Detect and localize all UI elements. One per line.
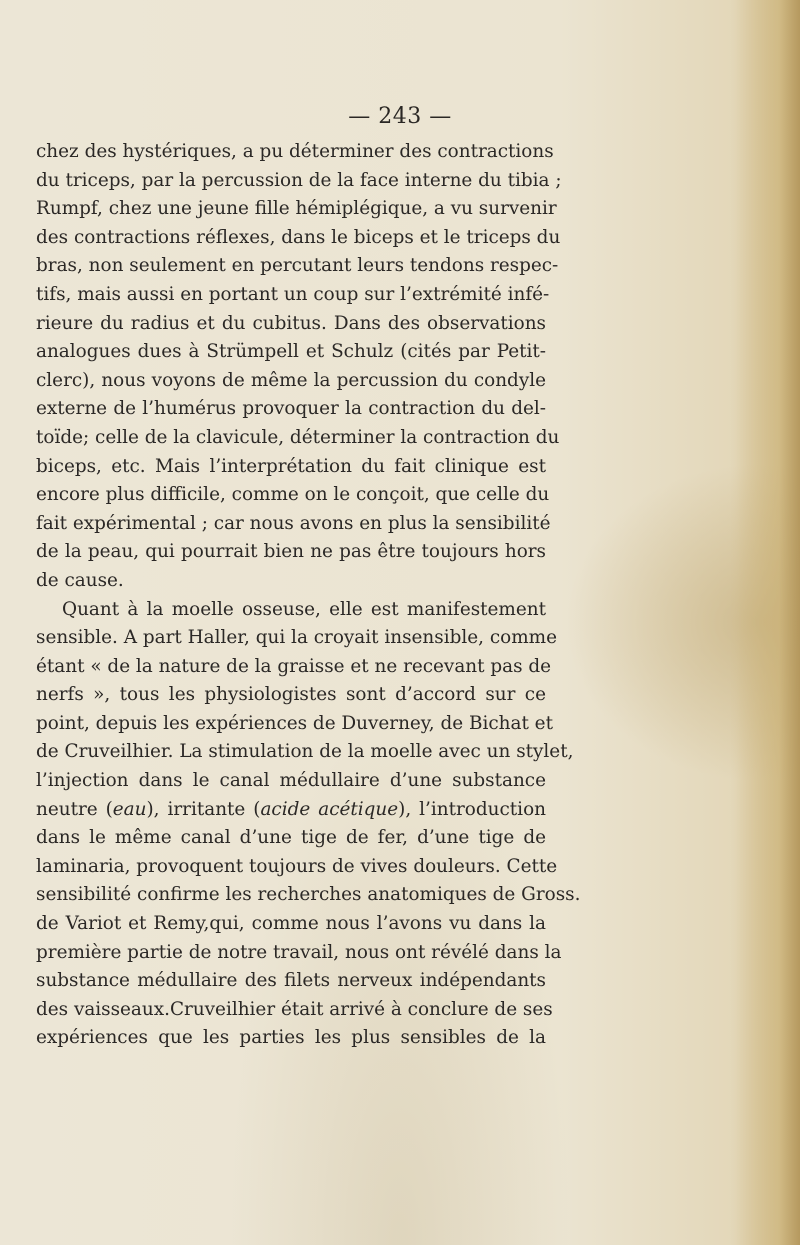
text-line-with-italics	[36, 796, 546, 825]
text-line: du triceps, par la percussion de la face interne du tibia ;	[36, 169, 562, 191]
text-line: des vaisseaux.Cruveilhier était arrivé à conclure de ses	[36, 998, 553, 1020]
text-line: nerfs », tous les physiologistes sont d’accord sur ce	[36, 684, 546, 706]
text-line: de la peau, qui pourrait bien ne pas être toujours hors	[36, 541, 546, 563]
text-line: de cause.	[36, 569, 124, 591]
text-line: dans le même canal d’une tige de fer, d’une tige de	[36, 827, 546, 849]
page-number: — 243 —	[348, 104, 452, 129]
text-line: des contractions réflexes, dans le biceps et le triceps du	[36, 226, 561, 248]
text-line: externe de l’humérus provoquer la contraction du del-	[36, 398, 546, 420]
text-line: chez des hystériques, a pu déterminer des contractions	[36, 141, 554, 162]
text-line: expériences que les parties les plus sensibles de la	[36, 1027, 546, 1049]
text-line: tifs, mais aussi en portant un coup sur l’extrémité infé-	[36, 283, 550, 305]
text-line: bras, non seulement en percutant leurs tendons respec-	[36, 255, 559, 277]
text-line: de Variot et Remy,qui, comme nous l’avons vu dans la	[36, 913, 546, 935]
text-line: sensible. A part Haller, qui la croyait insensible, comme	[36, 627, 557, 649]
text-line: première partie de notre travail, nous ont révélé dans la	[36, 941, 562, 963]
text-line: encore plus difficile, comme on le conçoit, que celle du	[36, 484, 550, 506]
text-line: toïde; celle de la clavicule, déterminer la contraction du	[36, 426, 560, 448]
page-edge-stain	[730, 0, 800, 1245]
text-line: étant « de la nature de la graisse et ne recevant pas de	[36, 655, 552, 677]
text-line: rieure du radius et du cubitus. Dans des observations	[36, 312, 546, 334]
text-line: Quant à la moelle osseuse, elle est manifestement	[62, 598, 546, 620]
text-run: ), irritante (	[146, 798, 261, 820]
text-line: analogues dues à Strümpell et Schulz (cités par Petit-	[36, 341, 546, 363]
text-line: fait expérimental ; car nous avons en plus la sensibilité	[36, 512, 551, 534]
text-line: point, depuis les expériences de Duverney, de Bichat et	[36, 712, 553, 734]
text-run: ), l’introduction	[398, 798, 546, 820]
text-line: Rumpf, chez une jeune fille hémiplégique, a vu survenir	[36, 198, 557, 220]
text-line: laminaria, provoquent toujours de vives douleurs. Cette	[36, 855, 558, 877]
text-line: substance médullaire des filets nerveux indépendants	[36, 970, 546, 992]
text-line: de Cruveilhier. La stimulation de la moelle avec un stylet,	[36, 741, 574, 763]
text-line: biceps, etc. Mais l’interprétation du fait clinique est	[36, 455, 546, 477]
body-text	[36, 138, 581, 1053]
text-line: l’injection dans le canal médullaire d’une substance	[36, 770, 546, 792]
italic-text: eau	[112, 798, 147, 820]
text-line: sensibilité confirme les recherches anatomiques de Gross.	[36, 884, 581, 906]
text-line: clerc), nous voyons de même la percussion du condyle	[36, 369, 546, 391]
italic-text: acide acétique	[260, 798, 399, 820]
text-run: neutre (	[36, 798, 113, 820]
